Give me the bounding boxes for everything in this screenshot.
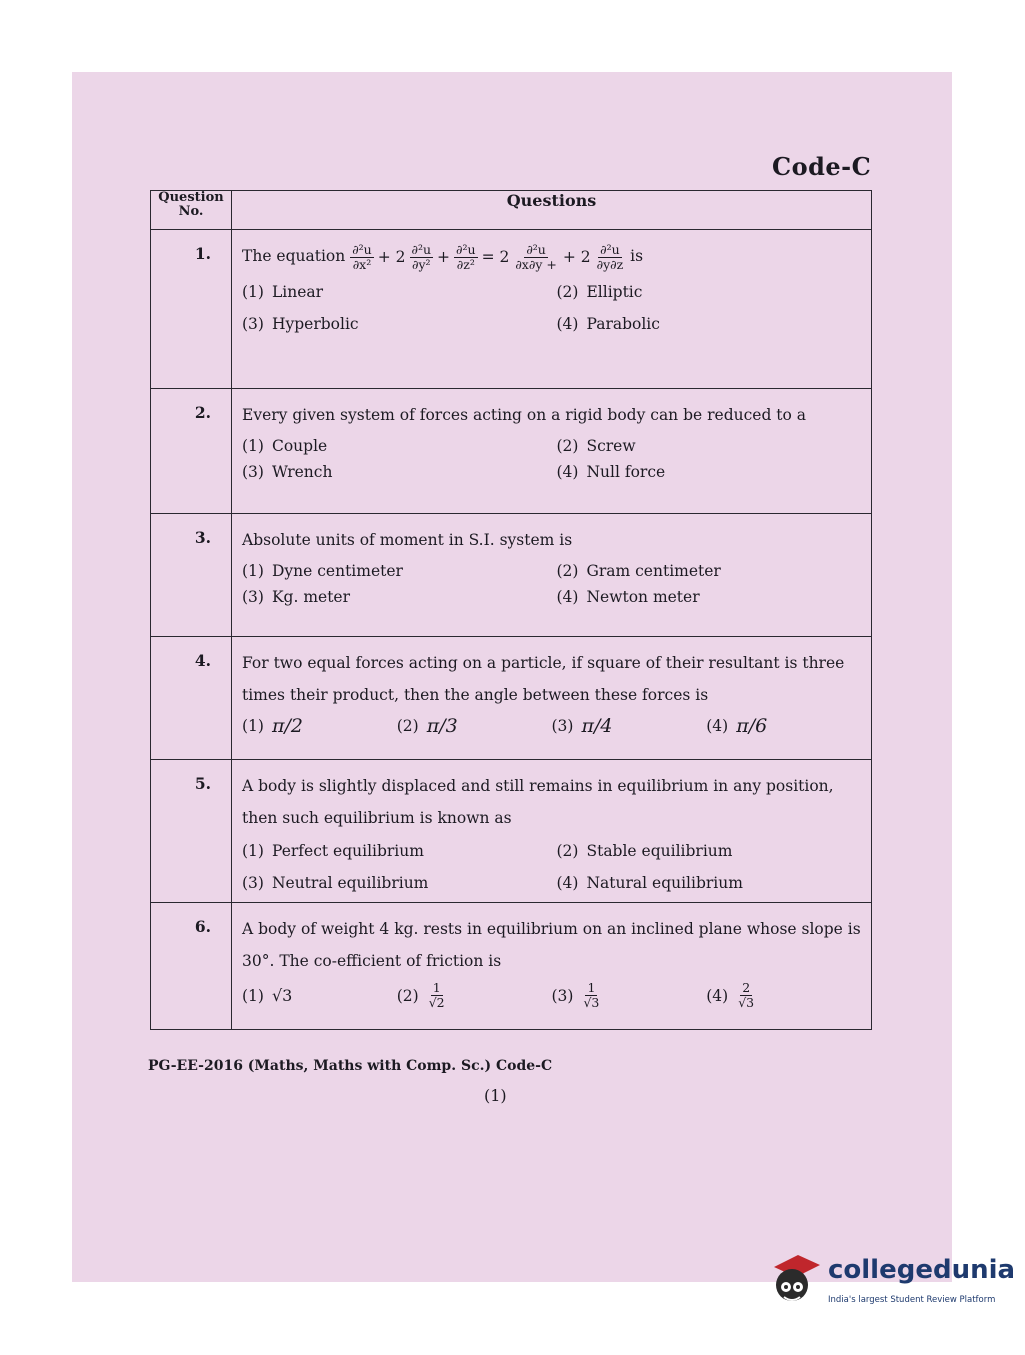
option: (1) π/2 xyxy=(242,715,303,737)
option: (3) Hyperbolic xyxy=(242,315,359,333)
question-row xyxy=(151,903,872,1030)
question-body xyxy=(232,230,872,389)
option: (1) Perfect equilibrium xyxy=(242,842,424,860)
option: (3) Wrench xyxy=(242,463,333,481)
option: (1) Couple xyxy=(242,437,328,455)
question-body xyxy=(232,637,872,760)
question-stem: For two equal forces acting on a particle, if square of their resultant is three times their product, then the angle between these forces is xyxy=(242,654,845,704)
options-list xyxy=(242,437,861,481)
question-row xyxy=(151,514,872,637)
options-list xyxy=(242,715,861,737)
question-no-header: Question No. xyxy=(151,191,232,230)
question-stem: A body is slightly displaced and still remains in equilibrium in any position, then such equilibrium is known as xyxy=(242,777,834,827)
question-number: 6. xyxy=(151,903,232,1030)
brand-tagline: India's largest Student Review Platform xyxy=(828,1295,996,1305)
graduate-mascot-icon xyxy=(768,1251,822,1309)
paper-code: Code-C xyxy=(772,152,872,181)
options-list xyxy=(242,981,861,1010)
question-row xyxy=(151,637,872,760)
options-list xyxy=(242,562,861,606)
question-number: 1. xyxy=(151,230,232,389)
option: (1) Dyne centimeter xyxy=(242,562,403,580)
question-stem: Absolute units of moment in S.I. system is xyxy=(242,531,573,549)
fraction: $\frac{\text{∂²u}}{\text{∂x²}}$ xyxy=(352,241,372,272)
question-row xyxy=(151,230,872,389)
option: (4) Parabolic xyxy=(556,315,660,333)
option: (2) Elliptic xyxy=(556,283,643,301)
fraction: $\frac{\text{∂²u}}{\partial x\partial y +}$ xyxy=(515,241,557,272)
question-number: 4. xyxy=(151,637,232,760)
questions-header: Questions xyxy=(232,191,872,230)
brand-name: collegedunia xyxy=(828,1255,1016,1285)
paper-bottom-edge xyxy=(72,1160,702,1282)
option: (4) Newton meter xyxy=(556,588,700,606)
option: (3) Neutral equilibrium xyxy=(242,874,429,892)
paper-footer: PG-EE-2016 (Maths, Maths with Comp. Sc.) Code-C xyxy=(148,1058,553,1074)
question-row xyxy=(151,760,872,903)
question-number: 3. xyxy=(151,514,232,637)
question-table xyxy=(150,190,872,1030)
option: (2) $\frac{1}{√2}$ xyxy=(396,980,445,1010)
fraction: $\frac{\text{∂²u}}{\text{∂z²}}$ xyxy=(456,241,476,272)
question-body xyxy=(232,903,872,1030)
option: (1) √3 xyxy=(242,986,293,1005)
option: (3) π/4 xyxy=(551,715,613,737)
option: (3) Kg. meter xyxy=(242,588,351,606)
question-body xyxy=(232,760,872,903)
option: (4) Natural equilibrium xyxy=(556,874,743,892)
pde-equation: $\frac{\text{∂²u}}{\text{∂x²}}$ + 2 $\frac{\text{∂²u}}{\text{∂y²}}$ + $\frac{\text{∂²u}}{\text{∂z²}}$ = 2 $\frac{\text{∂²u}}{\partial x\partial y +}$ + 2 $\frac{\text{∂²u}}{\partial y\partial z}$ xyxy=(352,241,624,272)
option: (1) Linear xyxy=(242,283,324,301)
question-stem: A body of weight 4 kg. rests in equilibrium on an inclined plane whose slope is 30°. The co-efficient of friction is xyxy=(242,920,861,970)
question-number: 2. xyxy=(151,389,232,514)
option: (4) Null force xyxy=(556,463,666,481)
question-number: 5. xyxy=(151,760,232,903)
fraction: $\frac{\text{∂²u}}{\text{∂y²}}$ xyxy=(411,241,432,272)
page-number: (1) xyxy=(484,1086,507,1105)
question-row xyxy=(151,389,872,514)
option: (3) $\frac{1}{√3}$ xyxy=(551,980,600,1010)
question-stem: The equation $\frac{\text{∂²u}}{\text{∂x²}}$ + 2 $\frac{\text{∂²u}}{\text{∂y²}}$ + $\frac{\text{∂²u}}{\text{∂z²}}$ = 2 $\frac{\text{∂²u}}{\partial x\partial y +}$ + 2 $\frac{\text{∂²u}}{\partial y\partial z}$ is xyxy=(242,241,644,272)
table-header-row xyxy=(151,191,872,230)
option: (4) π/6 xyxy=(706,715,768,737)
option: (2) Stable equilibrium xyxy=(556,842,733,860)
question-body xyxy=(232,389,872,514)
option: (4) $\frac{2}{√3}$ xyxy=(706,980,755,1010)
question-body xyxy=(232,514,872,637)
option: (2) Screw xyxy=(556,437,636,455)
option: (2) π/3 xyxy=(396,715,458,737)
options-list xyxy=(242,842,861,892)
collegedunia-watermark xyxy=(768,1245,1016,1315)
options-list xyxy=(242,283,861,333)
fraction: $\frac{\text{∂²u}}{\partial y\partial z}$ xyxy=(596,241,624,272)
question-stem: Every given system of forces acting on a rigid body can be reduced to a xyxy=(242,406,807,424)
option: (2) Gram centimeter xyxy=(556,562,721,580)
